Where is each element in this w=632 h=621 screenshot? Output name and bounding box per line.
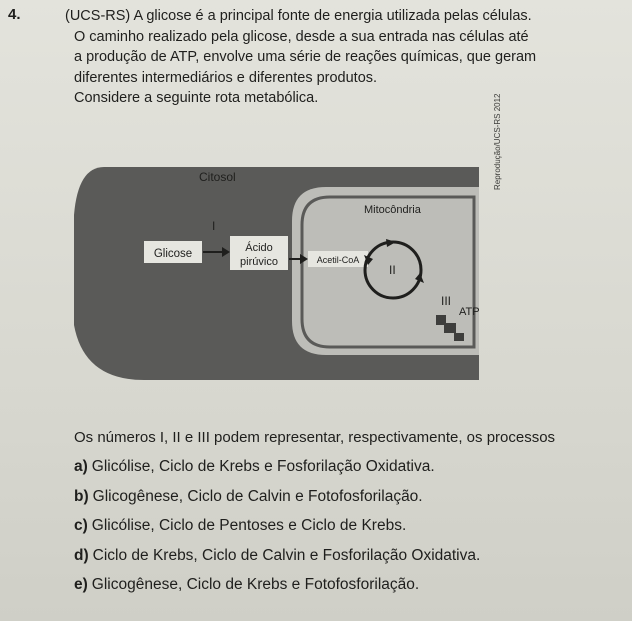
stem-line: (UCS-RS) A glicose é a principal fonte de energia utilizada pelas células. xyxy=(65,8,532,24)
question-number: 4. xyxy=(8,6,21,23)
option-text: Glicólise, Ciclo de Pentoses e Ciclo de Krebs. xyxy=(91,517,407,534)
option-letter: c) xyxy=(74,517,88,534)
mitocondria-label: Mitocôndria xyxy=(364,204,421,216)
option-letter: b) xyxy=(74,487,89,505)
option-letter: a) xyxy=(74,458,88,475)
option-c[interactable] xyxy=(74,511,624,541)
option-text: Glicogênese, Ciclo de Calvin e Fotofosforilação. xyxy=(92,487,423,505)
option-letter: e) xyxy=(74,576,88,593)
metabolic-pathway-diagram xyxy=(64,155,494,390)
citosol-label: Citosol xyxy=(199,170,236,184)
option-text: Glicogênese, Ciclo de Krebs e Fotofosforilação. xyxy=(91,576,420,593)
option-text: Ciclo de Krebs, Ciclo de Calvin e Fosforilação Oxidativa. xyxy=(92,546,481,564)
question-prompt: Os números I, II e III podem representar, respectivamente, os processos xyxy=(74,429,556,446)
atp-label: ATP xyxy=(459,306,480,318)
answer-options xyxy=(74,452,624,600)
process-i-label: I xyxy=(212,219,216,233)
stem-line: O caminho realizado pela glicose, desde a sua entrada nas células até xyxy=(74,28,529,45)
process-iii-label: III xyxy=(441,294,452,308)
acido-label-1: Ácido xyxy=(245,242,273,254)
option-b[interactable] xyxy=(74,482,624,512)
stem-line: Considere a seguinte rota metabólica. xyxy=(74,90,319,106)
image-credit: Reprodução/UCS-RS 2012 xyxy=(493,93,502,190)
stem-line: a produção de ATP, envolve uma série de reações químicas, que geram xyxy=(74,49,537,65)
question-stem xyxy=(66,6,606,109)
option-d[interactable] xyxy=(74,541,624,571)
option-letter: d) xyxy=(74,546,89,564)
process-ii-label: II xyxy=(389,263,396,277)
option-text: Glicólise, Ciclo de Krebs e Fosforilação Oxidativa. xyxy=(91,458,435,475)
acetil-label: Acetil-CoA xyxy=(316,255,360,265)
stem-line: diferentes intermediários e diferentes produtos. xyxy=(74,69,378,86)
option-e[interactable] xyxy=(74,570,624,600)
acido-label-2: pirúvico xyxy=(240,256,278,268)
glicose-label: Glicose xyxy=(153,248,193,260)
option-a[interactable] xyxy=(74,452,624,482)
